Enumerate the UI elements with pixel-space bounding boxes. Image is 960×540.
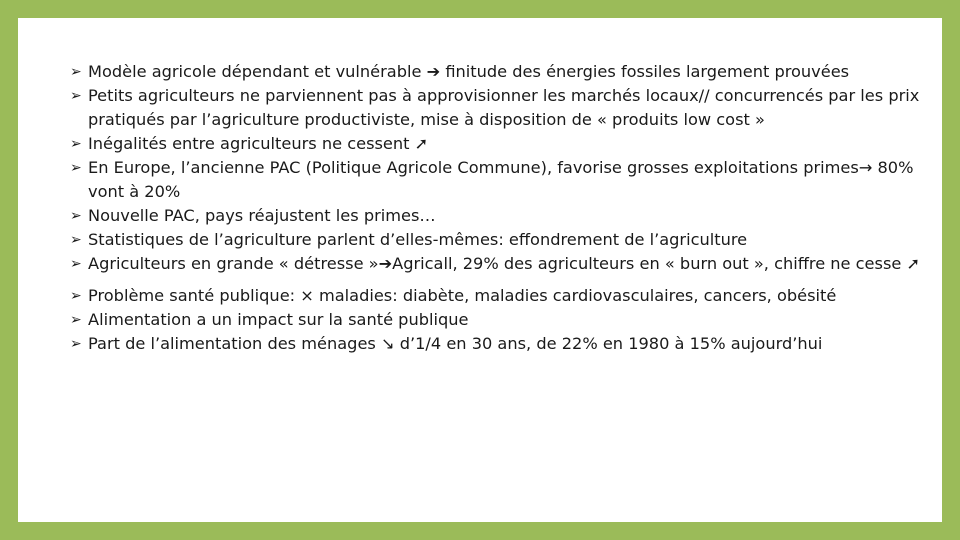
bullet-item xyxy=(70,284,940,308)
bullet-item xyxy=(70,332,940,356)
bullet-item xyxy=(70,308,940,332)
bullet-marker-icon: ➢ xyxy=(70,136,82,152)
bullet-item xyxy=(70,252,940,276)
bullet-marker-icon: ➢ xyxy=(70,336,82,352)
bullet-text: Agricall, 29% des agriculteurs en « burn out », chiffre ne cesse xyxy=(392,254,907,273)
up-right-arrow-icon: ➚ xyxy=(414,134,429,153)
down-right-arrow-icon: ↘ xyxy=(380,334,395,353)
bullet-item xyxy=(70,228,940,252)
right-arrow-icon: → xyxy=(858,158,873,177)
bullet-text: finitude des énergies fossiles largement prouvées xyxy=(440,62,850,81)
bullet-marker-icon: ➢ xyxy=(70,160,82,176)
bullet-text: Part de l’alimentation des ménages xyxy=(88,334,381,353)
bold-right-arrow-icon: ➔ xyxy=(378,254,393,273)
bullet-item xyxy=(70,204,940,228)
bullet-text: Agriculteurs en grande « détresse » xyxy=(88,254,379,273)
bullet-list xyxy=(70,60,940,356)
bullet-item xyxy=(70,84,940,132)
bullet-marker-icon: ➢ xyxy=(70,232,82,248)
bullet-item xyxy=(70,156,940,204)
bullet-item xyxy=(70,60,940,84)
bullet-marker-icon: ➢ xyxy=(70,64,82,80)
bullet-item xyxy=(70,132,940,156)
bold-right-arrow-icon: ➔ xyxy=(426,62,441,81)
bullet-text: Problème santé publique: xyxy=(88,286,301,305)
slide xyxy=(18,18,942,522)
bullet-text: d’1/4 en 30 ans, de 22% en 1980 à 15% aujourd’hui xyxy=(394,334,823,353)
bullet-text: Statistiques de l’agriculture parlent d’elles-mêmes: effondrement de l’agriculture xyxy=(88,230,748,249)
bullet-text: Alimentation a un impact sur la santé publique xyxy=(88,310,469,329)
bullet-text: Petits agriculteurs ne parviennent pas à approvisionner les marchés locaux// concurrencés par les prix pratiqués par l’agriculture productiviste, mise à disposition de « produits low cost » xyxy=(88,86,920,129)
bullet-marker-icon: ➢ xyxy=(70,312,82,328)
bullet-text: Inégalités entre agriculteurs ne cessent xyxy=(88,134,415,153)
bullet-marker-icon: ➢ xyxy=(70,256,82,272)
up-right-arrow-icon: ➚ xyxy=(906,254,921,273)
multiply-icon: × xyxy=(300,286,314,305)
bullet-text: En Europe, l’ancienne PAC (Politique Agricole Commune), favorise grosses exploitations primes xyxy=(88,158,859,177)
bullet-text: 80% vont à 20% xyxy=(88,158,914,201)
bullet-marker-icon: ➢ xyxy=(70,288,82,304)
bullet-marker-icon: ➢ xyxy=(70,88,82,104)
bullet-text: Nouvelle PAC, pays réajustent les primes… xyxy=(88,206,436,225)
bullet-marker-icon: ➢ xyxy=(70,208,82,224)
bullet-text: maladies: diabète, maladies cardiovasculaires, cancers, obésité xyxy=(313,286,837,305)
bullet-text: Modèle agricole dépendant et vulnérable xyxy=(88,62,427,81)
